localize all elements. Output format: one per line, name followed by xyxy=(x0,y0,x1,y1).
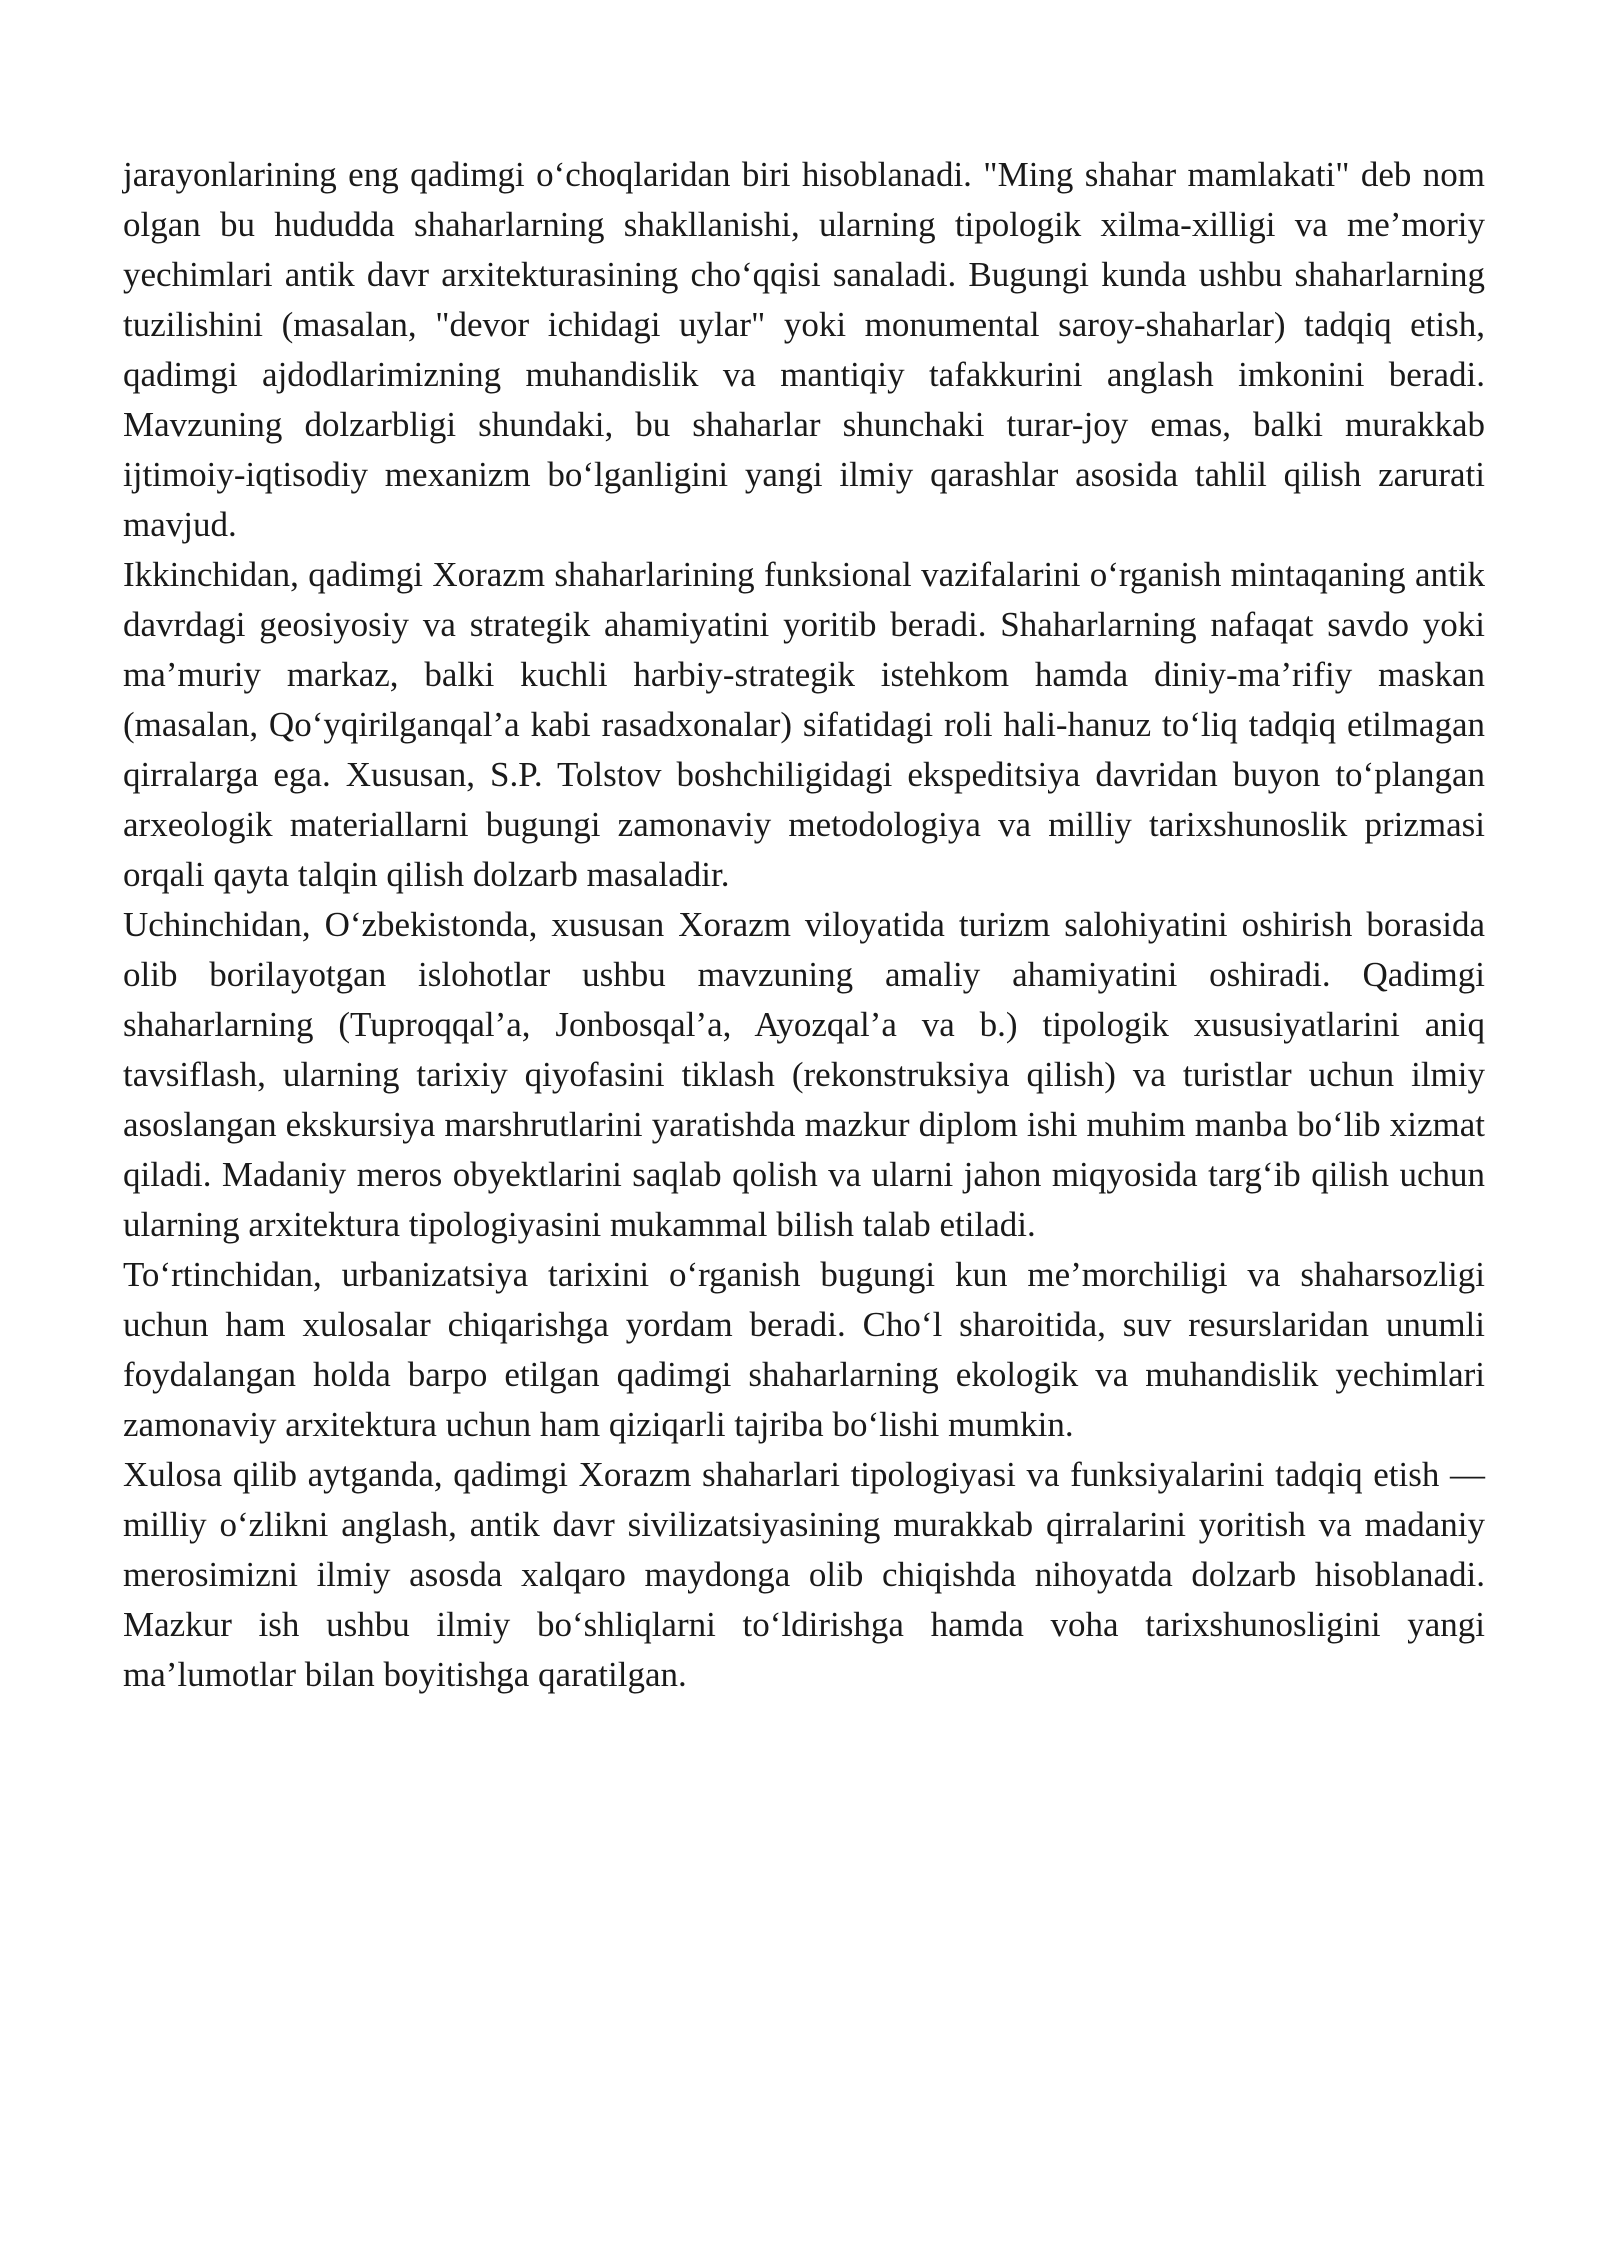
paragraph-fourth-reason: To‘rtinchidan, urbanizatsiya tarixini o‘rganish bugungi kun me’morchiligi va shaharsozligi uchun ham xulosalar chiqarishga yordam beradi. Cho‘l sharoitida, suv resurslaridan unumli foydalangan holda barpo etilgan qadimgi shaharlarning ekologik va muhandislik yechimlari zamonaviy arxitektura uchun ham qiziqarli tajriba bo‘lishi mumkin. xyxy=(123,1255,1485,1444)
paragraph-second-reason: Ikkinchidan, qadimgi Xorazm shaharlarining funksional vazifalarini o‘rganish mintaqaning antik davrdagi geosiyosiy va strategik ahamiyatini yoritib beradi. Shaharlarning nafaqat savdo yoki ma’muriy markaz, balki kuchli harbiy-strategik istehkom hamda diniy-ma’rifiy maskan (masalan, Qo‘yqirilganqal’a kabi rasadxonalar) sifatidagi roli hali-hanuz to‘liq tadqiq etilmagan qirralarga ega. Xususan, S.P. Tolstov boshchiligidagi ekspeditsiya davridan buyon to‘plangan arxeologik materiallarni bugungi zamonaviy metodologiya va milliy tarixshunoslik prizmasi orqali qayta talqin qilish dolzarb masaladir. xyxy=(123,555,1485,894)
paragraph-third-reason: Uchinchidan, O‘zbekistonda, xususan Xorazm viloyatida turizm salohiyatini oshirish borasida olib borilayotgan islohotlar ushbu mavzuning amaliy ahamiyatini oshiradi. Qadimgi shaharlarning (Tuproqqal’a, Jonbosqal’a, Ayozqal’a va b.) tipologik xususiyatlarini aniq tavsiflash, ularning tarixiy qiyofasini tiklash (rekonstruksiya qilish) va turistlar uchun ilmiy asoslangan ekskursiya marshrutlarini yaratishda mazkur diplom ishi muhim manba bo‘lib xizmat qiladi. Madaniy meros obyektlarini saqlab qolish va ularni jahon miqyosida targ‘ib qilish uchun ularning arxitektura tipologiyasini mukammal bilish talab etiladi. xyxy=(123,905,1485,1244)
paragraph-intro-continuation: jarayonlarining eng qadimgi o‘choqlaridan biri hisoblanadi. "Ming shahar mamlakati" deb nom olgan bu hududda shaharlarning shakllanishi, ularning tipologik xilma-xilligi va me’moriy yechimlari antik davr arxitekturasining cho‘qqisi sanaladi. Bugungi kunda ushbu shaharlarning tuzilishini (masalan, "devor ichidagi uylar" yoki monumental saroy-shaharlar) tadqiq etish, qadimgi ajdodlarimizning muhandislik va mantiqiy tafakkurini anglash imkonini beradi. Mavzuning dolzarbligi shundaki, bu shaharlar shunchaki turar-joy emas, balki murakkab ijtimoiy-iqtisodiy mexanizm bo‘lganligini yangi ilmiy qarashlar asosida tahlil qilish zarurati mavjud. xyxy=(123,155,1485,544)
paragraph-conclusion: Xulosa qilib aytganda, qadimgi Xorazm shaharlari tipologiyasi va funksiyalarini tadqiq etish — milliy o‘zlikni anglash, antik davr sivilizatsiyasining murakkab qirralarini yoritish va madaniy merosimizni ilmiy asosda xalqaro maydonga olib chiqishda nihoyatda dolzarb hisoblanadi. Mazkur ish ushbu ilmiy bo‘shliqlarni to‘ldirishga hamda voha tarixshunosligini yangi ma’lumotlar bilan boyitishga qaratilgan. xyxy=(123,1455,1485,1694)
document-body xyxy=(123,150,1485,1700)
